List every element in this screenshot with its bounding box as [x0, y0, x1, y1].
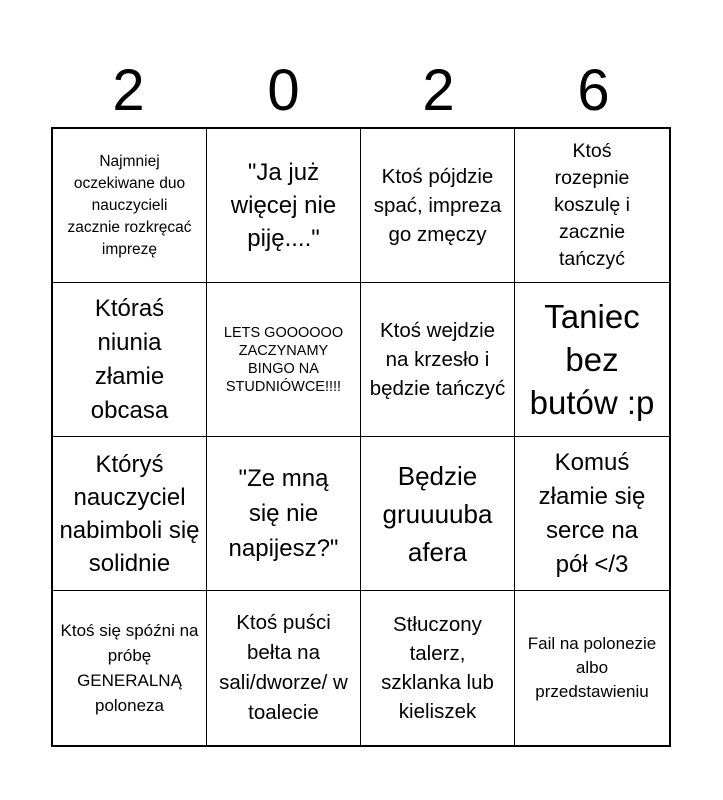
bingo-cell[interactable]	[361, 437, 515, 591]
bingo-cell[interactable]	[361, 591, 515, 745]
bingo-cell[interactable]	[53, 591, 207, 745]
bingo-cell[interactable]	[207, 129, 361, 283]
bingo-cell[interactable]	[207, 283, 361, 437]
bingo-cell[interactable]	[515, 283, 669, 437]
bingo-cell[interactable]	[53, 129, 207, 283]
bingo-cell-text: "Ze mną się nie napijesz?"	[228, 465, 339, 562]
bingo-cell[interactable]	[361, 129, 515, 283]
bingo-cell-text: "Ja już więcej nie piję...."	[230, 159, 337, 252]
bingo-cell-text: Komuś złamie się serce na pół </3	[538, 448, 646, 578]
bingo-cell-text: Ktoś puści bełta na sali/dworze/ w toalecie	[219, 611, 348, 724]
bingo-grid	[51, 127, 671, 747]
header-digit: 2	[422, 58, 455, 123]
bingo-cell[interactable]	[515, 437, 669, 591]
bingo-cell-text: Ktoś się spóźni na próbę GENERALNĄ poloneza	[60, 621, 199, 715]
bingo-cell-text: Będzie gruuuuba afera	[382, 460, 493, 567]
bingo-cell[interactable]	[207, 591, 361, 745]
header-digit: 6	[577, 58, 610, 123]
bingo-cell-text: Fail na polonezie albo przedstawieniu	[527, 634, 657, 701]
header-digit: 2	[112, 58, 145, 123]
bingo-cell-text: Stłuczony talerz, szklanka lub kieliszek	[381, 613, 494, 723]
bingo-header	[51, 58, 671, 124]
bingo-cell[interactable]	[515, 591, 669, 745]
bingo-cell-text: Któryś nauczyciel nabimboli się solidnie	[59, 450, 200, 577]
bingo-cell-text: Taniec bez butów :p	[529, 298, 655, 421]
bingo-cell[interactable]	[53, 283, 207, 437]
bingo-cell[interactable]	[207, 437, 361, 591]
bingo-cell[interactable]	[53, 437, 207, 591]
bingo-cell-text: Najmniej oczekiwane duo nauczycieli zacznie rozkręcać imprezę	[67, 152, 192, 258]
header-digit: 0	[267, 58, 300, 123]
bingo-cell-text: Ktoś wejdzie na krzesło i będzie tańczyć	[369, 319, 506, 400]
bingo-cell-text: Ktoś rozepnie koszulę i zacznie tańczyć	[554, 140, 630, 270]
bingo-cell-text: LETS GOOOOOO ZACZYNAMY BINGO NA STUDNIÓWCE!!!!	[223, 324, 344, 395]
bingo-cell-text: Ktoś pójdzie spać, impreza go zmęczy	[373, 165, 502, 246]
bingo-cell[interactable]	[515, 129, 669, 283]
bingo-cell-text: Któraś niunia złamie obcasa	[90, 294, 169, 424]
bingo-cell[interactable]	[361, 283, 515, 437]
